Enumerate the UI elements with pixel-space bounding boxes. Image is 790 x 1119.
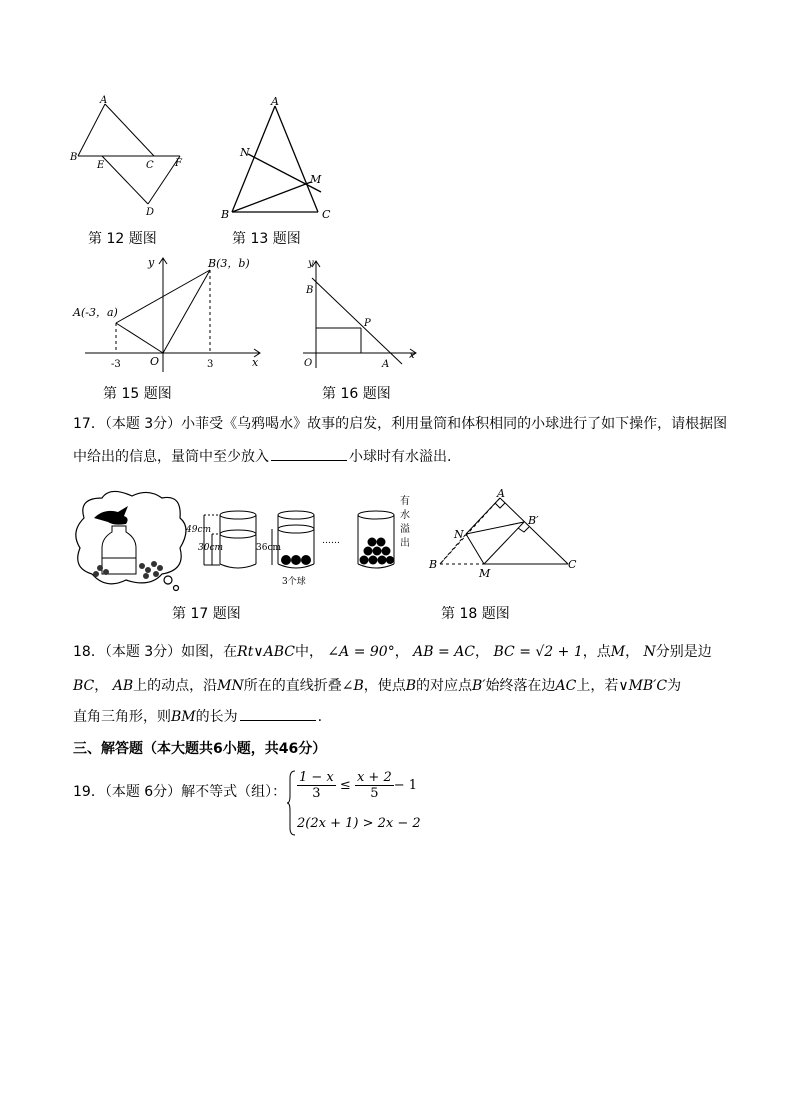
q18-math: ∠B [341,678,364,694]
figure-15 [70,252,270,376]
fig18-label-bprime: B′ [528,514,539,527]
q17-text-a: 中给出的信息，量筒中至少放入 [73,449,269,465]
fig18-label-a: A [497,487,505,500]
q18-text: 上的动点，沿 [133,678,218,694]
q18-text: 的长为 [195,709,238,725]
q18-text: 的对应点 [416,678,473,694]
q18-math: Rt∨ABC [237,644,295,660]
fig13-label-m: M [310,173,322,186]
q18-line1 [73,642,712,662]
fraction-1 [297,770,336,801]
q18-math: BM [171,709,196,725]
left-brace-icon [287,770,297,836]
q18-text: ，使点 [363,678,406,694]
q18-text: ， [94,678,109,694]
fig17-overflow-3: 溢 [400,524,410,535]
fig18-label-n: N [454,528,464,541]
q18-math: ∨MB′C [618,678,668,694]
caption-fig15: 第 15 题图 [103,386,172,402]
q17-answer-blank[interactable] [271,446,347,461]
figure-13 [218,94,338,224]
q18-line3 [73,706,322,727]
fig16-label-b: B [306,285,314,296]
q18-math: BC = √2 + 1 [493,644,583,660]
q18-text: . [317,709,323,725]
caption-fig13: 第 13 题图 [232,231,301,247]
crow-cloud-illustration [76,491,186,590]
q18-math: MN [217,678,244,694]
figure-16 [298,256,423,374]
caption-fig12: 第 12 题图 [88,231,157,247]
q18-math: BC [73,678,95,694]
fig15-label-a: A(-3，a) [73,306,118,319]
fig16-label-p: P [364,318,371,329]
q19-ineq2: 2(2x + 1) > 2x − 2 [297,816,421,831]
fig16-label-o: O [304,358,313,369]
figure-12 [68,94,198,224]
caption-fig18: 第 18 题图 [441,606,510,622]
fig15-label-o: O [150,355,160,368]
fig17-label-36cm: 36cm [256,543,282,553]
q18-math: M [610,644,626,660]
q18-line2 [73,676,681,696]
q18-math: N [643,644,656,660]
fig15-label-y: y [148,256,155,269]
fraction-1-numerator: 1 − x [299,770,334,785]
fig12-label-a: A [100,95,108,106]
fig15-label-neg3: -3 [111,359,121,370]
figure-17 [70,488,420,598]
q19-prefix: 19．（本题 6分）解不等式（组）： [73,784,287,800]
fig13-label-b: B [221,208,230,221]
fig17-label-3balls: 3个球 [282,577,306,587]
fig16-label-y: y [308,258,314,269]
fig18-label-c: C [568,558,577,571]
fig17-overflow-1: 有 [400,496,410,507]
fig15-label-b: B(3，b) [208,257,250,270]
q18-text: 18．（本题 3分）如图，在 [73,644,238,660]
fraction-2-numerator: x + 2 [356,770,392,785]
q17-line1: 17．（本题 3分）小菲受《乌鸦喝水》故事的启发，利用量筒和体积相同的小球进行了如下操作，请根据图 [73,416,728,432]
caption-fig16: 第 16 题图 [322,386,391,402]
q18-text: 始终落在边 [485,678,556,694]
fig17-label-49cm: 49cm [186,525,212,535]
fraction-2 [355,770,394,801]
fig18-label-b: B [429,558,438,571]
q18-math: AB [112,678,134,694]
fig18-label-m: M [479,567,491,580]
q18-math: AB = AC [413,644,476,660]
section-heading: 三、解答题（本大题共6小题，共46分） [73,741,327,757]
fig12-label-e: E [97,160,105,171]
q18-text: 为 [667,678,682,694]
q19-relation: ≤ [339,778,351,793]
q18-text: 所在的直线折叠 [243,678,342,694]
q18-math: B [405,678,417,694]
fig12-label-f: F [175,158,182,169]
fig16-label-x: x [409,350,415,361]
fig16-label-a: A [382,359,390,370]
q19-tail: − 1 [393,778,418,793]
q18-text: 直角三角形，则 [73,709,171,725]
fig17-overflow-2: 水 [400,510,410,521]
fig12-label-c: C [146,160,154,171]
q18-math: ∠A = 90° [327,644,395,660]
caption-fig17: 第 17 题图 [172,606,241,622]
fig12-label-b: B [70,152,78,163]
q18-text: ， [625,644,640,660]
q18-text: 中， [294,644,323,660]
q18-text: ， [475,644,490,660]
q17-line2 [73,446,451,467]
fraction-1-denominator: 3 [312,786,321,801]
q18-text: ，点 [582,644,611,660]
figure-18 [426,486,586,580]
fig17-overflow-4: 出 [400,538,410,549]
fig13-label-a: A [271,95,279,108]
q18-text: 上，若 [576,678,619,694]
fig17-label-30cm: 30cm [198,543,224,553]
fig17-label-dots: …… [322,536,340,546]
fraction-2-denominator: 5 [370,786,379,801]
q18-answer-blank[interactable] [240,706,316,721]
q18-math: B′ [472,678,486,694]
q19-ineq1 [297,770,417,801]
q18-text: 分别是边 [655,644,712,660]
q19-system [287,770,427,836]
fig13-label-n: N [240,146,250,159]
fig13-label-c: C [322,208,331,221]
q17-text-b: 小球时有水溢出. [349,449,452,465]
fig15-label-x: x [252,356,259,369]
q18-math: AC [555,678,577,694]
fig15-label-3: 3 [207,359,214,370]
fig12-label-d: D [146,207,155,218]
q18-text: ， [394,644,409,660]
fig17-overflow-text [400,494,410,549]
